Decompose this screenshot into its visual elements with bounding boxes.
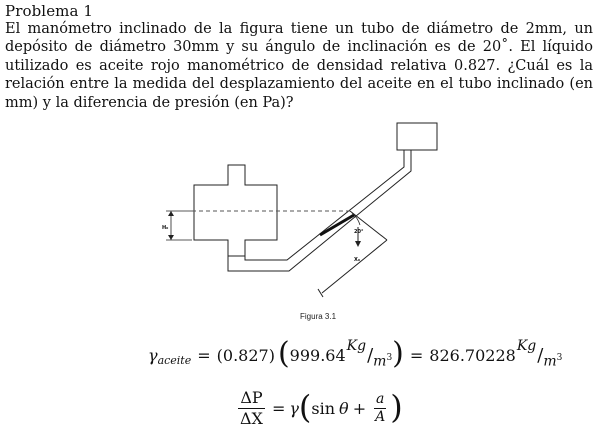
figure-caption: Figura 3.1 (300, 312, 337, 321)
eq1-unit (346, 338, 393, 370)
eq2-gamma: γ (289, 398, 299, 418)
label-x0: X₀ (354, 257, 361, 263)
eq2-open-paren: ( (298, 388, 312, 426)
eq1-equals-2: = (409, 345, 424, 365)
eq2-theta: θ (339, 398, 349, 418)
eq1-unit-denominator: $m^3$ (373, 352, 393, 370)
tube-inner (245, 150, 404, 260)
label-angle: 20° (354, 229, 364, 235)
eq1-result-unit-slash: / (537, 344, 544, 366)
eq2-ratio-numerator: a (375, 390, 385, 407)
eq1-unit-numerator: Kg (346, 338, 367, 354)
eq1-unit-slash: / (367, 344, 374, 366)
top-reservoir (397, 123, 437, 150)
dimension-h-arrow-top (168, 211, 174, 216)
eq1-result-unit (516, 338, 563, 370)
problem-title: Problema 1 (5, 2, 94, 20)
dimension-x-tick-b (350, 211, 387, 240)
eq2-lhs-numerator: ΔP (240, 387, 263, 407)
eq1-gamma-subscript: aceite (157, 353, 192, 367)
eq1-open-paren: ( (277, 336, 290, 371)
equation-specific-weight (148, 336, 562, 374)
eq1-result: 826.70228 (429, 345, 516, 365)
eq2-lhs-fraction (238, 389, 265, 428)
eq2-ratio-denominator: A (375, 408, 386, 425)
eq2-sin: sin (311, 398, 336, 418)
eq2-plus: + (352, 398, 367, 418)
eq1-result-unit-denominator: $m^3$ (543, 352, 563, 370)
label-h0: H₀ (162, 225, 169, 231)
eq2-equals: = (271, 398, 286, 418)
eq1-value: 999.64 (289, 345, 346, 365)
manometer-figure (0, 115, 599, 330)
eq1-factor: (0.827) (216, 345, 275, 365)
angle-arrowhead (355, 241, 361, 247)
eq2-lhs-denominator: ΔX (240, 408, 263, 428)
equation-sensitivity (235, 384, 403, 432)
eq1-equals: = (197, 345, 211, 365)
eq1-close-paren: ) (392, 336, 404, 371)
problem-statement: El manómetro inclinado de la figura tiene un tubo de diámetro de 2mm, un depósito de diámetro 30mm y su ángulo de inclinación es de 20˚. El líquido utilizado es aceite rojo manométrico de densidad relativa 0.827. ¿Cuál es la relación entre la medida del desplazamiento del aceite en el tubo inclinado (en mm) y la diferencia de presión (en Pa)? (5, 21, 593, 111)
eq1-result-unit-numerator: Kg (516, 338, 537, 354)
eq1-gamma: γ (148, 345, 158, 365)
eq2-close-paren: ) (390, 388, 403, 426)
dimension-h-arrow-bottom (168, 235, 174, 240)
dimension-x-line (322, 240, 387, 293)
eq2-ratio-fraction (373, 392, 387, 425)
manometer-diagram (0, 115, 599, 330)
